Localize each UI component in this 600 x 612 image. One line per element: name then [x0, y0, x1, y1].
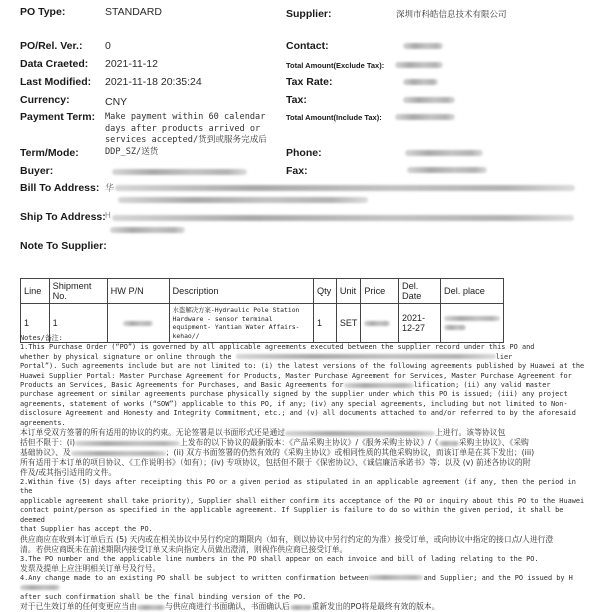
- payment-term-label: Payment Term:: [20, 111, 96, 123]
- payment-term-value: [105, 112, 267, 147]
- note-4-cn: 对于已生效订单的任何变更应当由 与供应商进行书面确认，书面确认后 重新发出的PO将是最终有效的版本。: [20, 602, 440, 612]
- po-rel-ver-value: 0: [105, 40, 111, 52]
- notes-title: Notes/备注:: [20, 334, 63, 342]
- col-description: Description: [169, 279, 313, 304]
- price-redacted: [364, 321, 390, 326]
- redacted-text: [20, 585, 60, 590]
- contact-value-redacted: [403, 43, 443, 49]
- note-4-en: after such confirmation shall be the final binding version of the PO.: [20, 592, 307, 601]
- redacted-text: [137, 605, 165, 610]
- col-hw-pn: HW P/N: [107, 279, 169, 304]
- note-1-cn: 括但不限于：(i) 上发布的以下协议的最新版本：《产品采购主协议》/《服务采购主协议》/《 采购主协议》、《采购: [20, 438, 529, 448]
- fax-label: Fax:: [286, 165, 308, 177]
- note-1-cn: 基础协议》、及 ；(ii) 双方书面签署的仍然有效的《采购主协议》或相同性质的其他采购协议，而该订单是在其下发出；(iii): [20, 448, 535, 458]
- redacted-text: [344, 383, 414, 388]
- fax-value-redacted: [407, 167, 487, 173]
- col-shipment-no: Shipment No.: [49, 279, 107, 304]
- po-rel-ver-label: PO/Rel. Ver.:: [20, 40, 83, 52]
- del-place-redacted-line1: [444, 316, 500, 321]
- tax-rate-value-redacted: [403, 79, 438, 85]
- cell-shipment-no: 1: [49, 304, 107, 343]
- phone-label: Phone:: [286, 147, 322, 159]
- col-qty: Qty: [313, 279, 336, 304]
- po-type-value: STANDARD: [105, 6, 162, 18]
- note-2-en: that Supplier has accept the PO.: [20, 525, 153, 534]
- notes-section: [20, 334, 590, 612]
- note-1-en: Huawei Supplier Portal: Master Purchase Agreement for Products, Master Purchase Agreement for Services, Master Purchase Agreement for: [20, 371, 572, 380]
- col-del-date: Del. Date: [398, 279, 440, 304]
- last-modified-value: 2021-11-18 20:35:24: [105, 76, 202, 88]
- redacted-text: [285, 431, 435, 436]
- payment-term-line: days after products arrived or: [105, 123, 261, 134]
- cell-line: 1: [21, 304, 50, 343]
- col-line: Line: [21, 279, 50, 304]
- bill-to-address-label: Bill To Address:: [20, 182, 100, 194]
- table-header-row: [21, 279, 504, 304]
- note-1-en: Products an Services, Basic Agreements for Purchases, and Basic Agreements for lification; (ii) any valid master: [20, 381, 551, 390]
- redacted-text: [439, 441, 459, 446]
- last-modified-label: Last Modified:: [20, 76, 92, 88]
- currency-label: Currency:: [20, 94, 70, 106]
- note-1-cn: 所有适用于本订单的项目协议、《工作说明书》（如有）；(iv) 专项协议，包括但不限于《保密协议》、《诚信廉洁承诺书》等；以及 (v) 前述各协议的附: [20, 458, 531, 468]
- note-2-en: 2.Within five (5) days after receipting this PO or a given period as stipulated in an applicable agreement (if any, then the period in the: [20, 478, 581, 496]
- currency-value: CNY: [105, 96, 128, 108]
- note-to-supplier-label: Note To Supplier:: [20, 240, 107, 252]
- redacted-text: [75, 441, 180, 446]
- payment-term-line: Make payment within 60 calendar: [105, 112, 266, 122]
- ship-to-address-label: Ship To Address:: [20, 211, 106, 223]
- note-2-en: contact point/person as specified in the applicable agreement. If Supplier is failure to do so within the given period, it shall be deemed: [20, 506, 568, 524]
- note-1-en: 1.This Purchase Order (“PO”) is governed by all applicable agreements executed between the supplier record under this PO and: [20, 343, 535, 352]
- data-created-label: Data Craeted:: [20, 58, 89, 70]
- buyer-label: Buyer:: [20, 165, 54, 177]
- bill-to-address-redacted-line2: [118, 197, 368, 203]
- note-2-cn: 清。若供应商既未在前述期限内接受订单又未向指定人员做出澄清，则视作供应商已接受订单。: [20, 544, 348, 554]
- note-2-en: applicable agreement shall take priority), Supplier shall either confirm its acceptance of the PO or inquiry about this PO to the Huawei: [20, 496, 585, 505]
- term-mode-label: Term/Mode:: [20, 147, 79, 159]
- tax-label: Tax:: [286, 94, 307, 106]
- col-del-place: Del. place: [440, 279, 503, 304]
- note-1-en: agreements.: [20, 418, 66, 427]
- cell-description: 水盗解决方案-Hydraulic Pole Station Hardware - sensor terminal equipment- Yantian Water Affairs-kehao//: [169, 304, 313, 343]
- note-1-cn: 本订单受双方签署的所有适用的协议的约束。无论签署是以书面形式还是通过 上进行。该等协议包: [20, 428, 506, 438]
- note-3-en: 3.The PO number and the applicable line numbers in the PO shall appear on each invoice and bill of lading relating to the PO.: [20, 554, 539, 563]
- buyer-value-redacted: [112, 169, 247, 175]
- del-place-redacted-line2: [444, 325, 466, 330]
- total-excl-tax-value-redacted: [395, 62, 443, 68]
- col-price: Price: [361, 279, 399, 304]
- cell-unit: SET: [336, 304, 361, 343]
- col-unit: Unit: [336, 279, 361, 304]
- note-1-en: Portal”). Such agreements include but are not limited to: (i) the latest versions of the following agreements published by Huawei at the: [20, 362, 585, 371]
- phone-value-redacted: [405, 150, 483, 156]
- note-1-en: agreements, statement of works (“SOW”) applicable to this PO, if any; (iv) any special agreements, including but not limited to Non-: [20, 399, 568, 408]
- cell-qty: 1: [313, 304, 336, 343]
- contact-label: Contact:: [286, 40, 329, 52]
- note-1-en: whether by physical signature or online through the lier: [20, 352, 513, 361]
- data-created-value: 2021-11-12: [105, 58, 158, 70]
- supplier-label: Supplier:: [286, 8, 332, 20]
- note-3-cn: 发票及提单上应注明相关订单号及行号。: [20, 563, 161, 573]
- redacted-text: [71, 451, 166, 456]
- total-excl-tax-label: Total Amount(Exclude Tax):: [286, 61, 385, 70]
- bill-to-address-redacted-line1: [115, 185, 575, 191]
- note-2-cn: 供应商应在收到本订单后五 (5) 天内或在相关协议中另行约定的期限内（如有，则以协议中另行约定的为准）接受订单，或向协议中指定的接口点/人进行澄: [20, 534, 554, 544]
- redacted-text: [368, 575, 423, 580]
- note-1-en: purchase agreement or similar agreements purchase physically signed by the supplier under which this PO is issued; (iii) any project: [20, 390, 568, 399]
- total-incl-tax-value-redacted: [395, 114, 455, 120]
- total-incl-tax-label: Total Amount(Include Tax):: [286, 113, 382, 122]
- ship-to-address-prefix: H: [105, 211, 111, 220]
- note-4-en: 4.Any change made to an existing PO shall be subject to written confirmation between and Supplier; and the PO issued by H: [20, 574, 590, 593]
- po-type-label: PO Type:: [20, 6, 66, 18]
- bill-to-address-prefix: 华: [105, 183, 115, 193]
- term-mode-value: DDP_SZ/送货: [105, 147, 159, 157]
- note-1-cn: 件及/或其指引适用的文件。: [20, 468, 117, 478]
- redacted-text: [290, 605, 312, 610]
- redacted-text: [236, 354, 496, 359]
- ship-to-address-redacted-line2: [110, 227, 185, 233]
- note-1-en: disclosure Agreement and Honesty and Integrity Commitment, etc.; and (v) all documents attached to and/or referred to by the aforesaid: [20, 409, 576, 418]
- tax-rate-label: Tax Rate:: [286, 76, 333, 88]
- tax-value-redacted: [403, 97, 455, 103]
- hw-pn-redacted: [123, 321, 153, 326]
- cell-del-date: 2021-12-27: [398, 304, 440, 343]
- ship-to-address-redacted-line1: [112, 215, 574, 221]
- supplier-value: 深圳市科皓信息技术有限公司: [396, 10, 507, 20]
- payment-term-line: services accepted/货到或服务完成后: [105, 135, 267, 145]
